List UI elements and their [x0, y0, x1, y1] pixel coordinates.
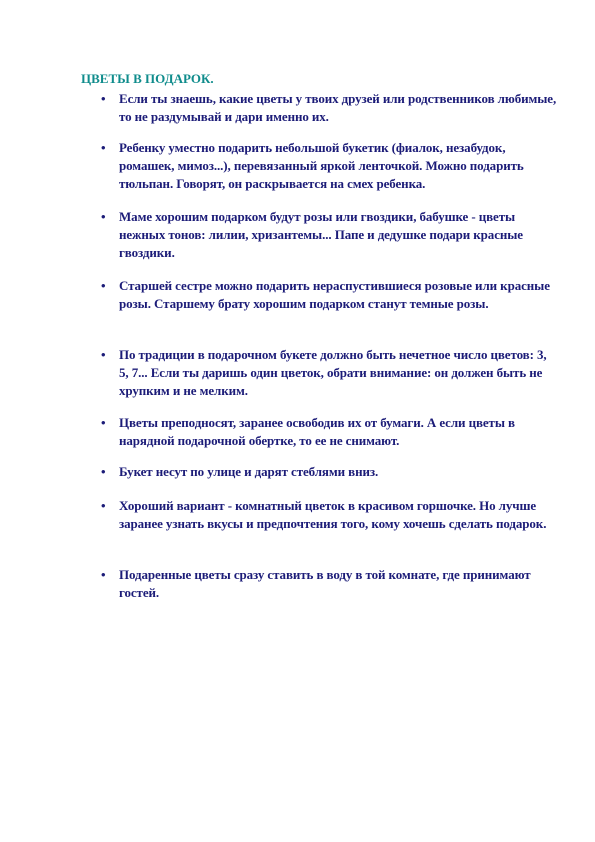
tip-text: Если ты знаешь, какие цветы у твоих друзей или родственников любимые, то не раздумывай и дари именно их. — [119, 91, 557, 124]
tip-text: Ребенку уместно подарить небольшой букетик (фиалок, незабудок, ромашек, мимоз...), перевязанный яркой ленточкой. Можно подарить тюльпан. Говорят, он раскрывается на смех ребенка. — [119, 140, 524, 191]
document-title: ЦВЕТЫ В ПОДАРОК. — [81, 71, 214, 86]
bullet-icon: • — [101, 91, 106, 106]
bullet-icon: • — [101, 464, 106, 479]
bullet-icon: • — [101, 567, 106, 582]
bullet-icon: • — [101, 498, 106, 513]
tip-text: По традиции в подарочном букете должно быть нечетное число цветов: 3, 5, 7... Если ты даришь один цветок, обрати внимание: он должен быть не хрупким и не мелким. — [119, 347, 547, 398]
bullet-icon: • — [101, 278, 106, 293]
tip-text: Хороший вариант - комнатный цветок в красивом горшочке. Но лучше заранее узнать вкусы и предпочтения того, кому хочешь сделать подарок. — [119, 498, 547, 531]
bullet-icon: • — [101, 209, 106, 224]
bullet-icon: • — [101, 347, 106, 362]
bullet-icon: • — [101, 415, 106, 430]
tip-text: Букет несут по улице и дарят стеблями вниз. — [119, 464, 379, 479]
bullet-icon: • — [101, 140, 106, 155]
tip-text: Старшей сестре можно подарить нераспустившиеся розовые или красные розы. Старшему брату хорошим подарком станут темные розы. — [119, 278, 550, 311]
tip-text: Цветы преподносят, заранее освободив их от бумаги. А если цветы в нарядной подарочной обертке, то ее не снимают. — [119, 415, 515, 448]
tip-text: Подаренные цветы сразу ставить в воду в той комнате, где принимают гостей. — [119, 567, 531, 600]
tip-text: Маме хорошим подарком будут розы или гвоздики, бабушке - цветы нежных тонов: лилии, хризантемы... Папе и дедушке подари красные гвоздики. — [119, 209, 523, 260]
